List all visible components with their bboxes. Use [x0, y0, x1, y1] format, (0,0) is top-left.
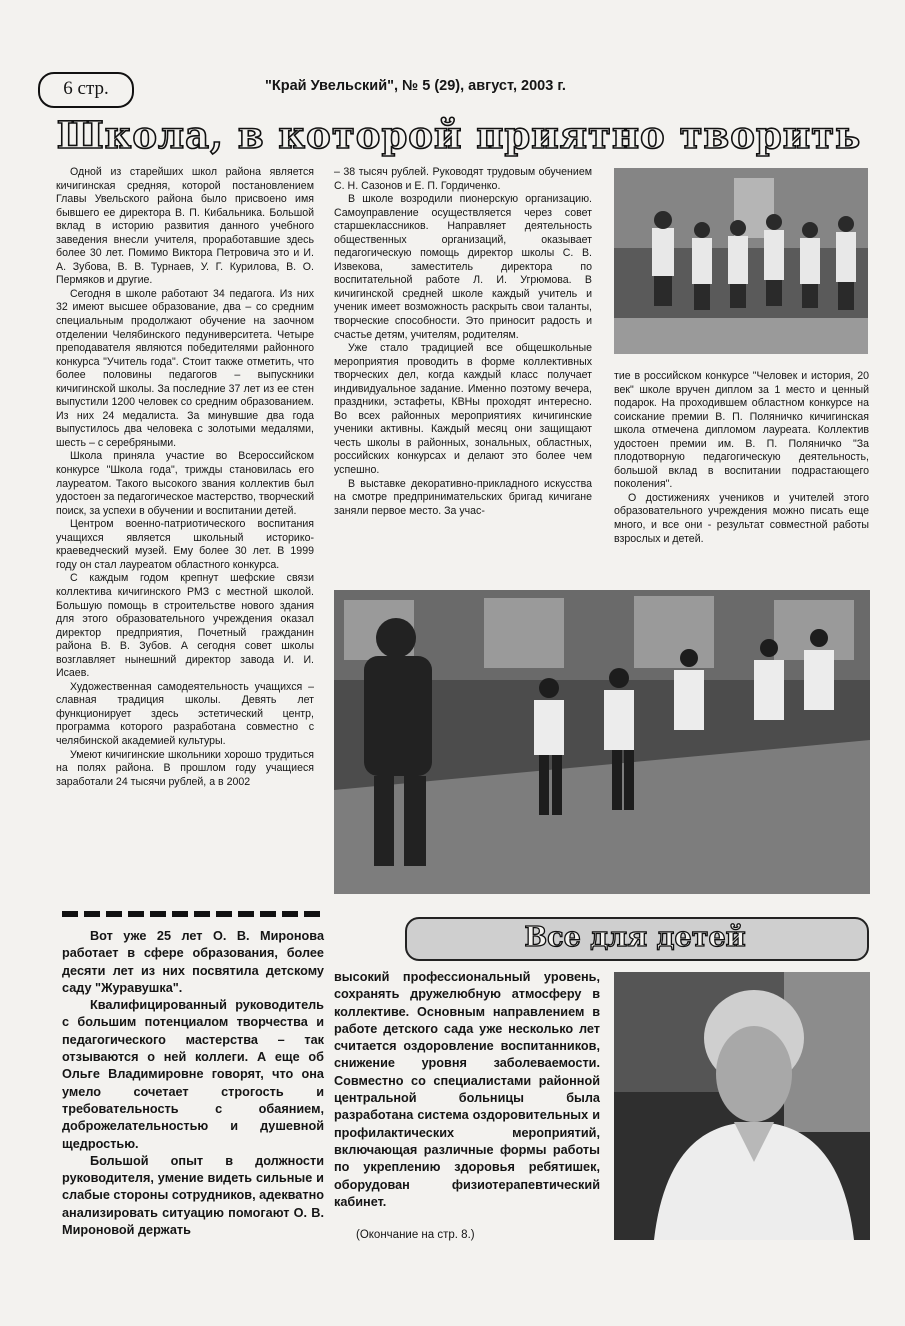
paragraph: тие в российском конкурсе "Человек и история, 20 век" школе вручен диплом за 1 место и ценный подарок. На проходившем областном конкурсе на соискание премии В. П. Поляничко кичигинская школа отмечена дипломом лауреата. Коллектив удостоен премии им. В. П. Поляничко "За плодотворную педагогическую деятельность, большой вклад в воспитании подрастающего поколения".	[614, 370, 869, 491]
section-headline: Все для детей	[524, 922, 746, 953]
exercise-photo	[334, 590, 870, 894]
portrait-photo-art	[614, 972, 870, 1240]
paragraph: В школе возродили пионерскую организацию. Самоуправление осуществляется через совет старшеклассников. Направляет деятельность общественных организаций, оказывает педагогическую помощь директор школы С. В. Извекова, заместитель директора по воспитательной работе Л. И. Угрюмова. В кичигинской средней школе каждый учитель и ученик имеет возможность раскрыть свои таланты, творческие способности. Это приносит радость и счастье детям, учителям, родителям.	[334, 193, 592, 341]
portrait-photo	[614, 972, 870, 1240]
article1-column-3	[614, 370, 869, 546]
exercise-photo-art	[334, 590, 870, 894]
article-headline: Школа, в которой приятно творить	[56, 113, 862, 157]
paragraph: С каждым годом крепнут шефские связи коллектива кичигинского РМЗ с местной школой. Большую помощь в строительстве нового здания для этого образовательного учреждения оказал директор предприятия, Почетный гражданин района В. В. Зубов. А сегодня совет школы возглавляет нынешний директор завода И. И. Исаев.	[56, 572, 314, 680]
paragraph: Вот уже 25 лет О. В. Миронова работает в сфере образования, более десяти лет из них посвятила детскому саду "Журавушка".	[62, 929, 324, 995]
paragraph: О достижениях учеников и учителей этого образовательного учреждения можно писать еще много, и все они - результат совместной работы взрослых и детей.	[614, 491, 869, 545]
paragraph: – 38 тысяч рублей. Руководят трудовым обучением С. Н. Сазонов и Е. П. Гордиченко.	[334, 166, 592, 192]
issue-line: "Край Увельский", № 5 (29), август, 2003 г.	[265, 78, 566, 94]
paragraph: высокий профессиональный уровень, сохранять дружелюбную атмосферу в коллективе. Основным направлением в работе детского сада уже несколько лет считается оздоровление воспитанников, снижение уровня заболеваемости. Совместно со специалистами районной центральной больницы была разработана система оздоровительных и профилактических мероприятий, включающая различные формы работы по укреплению здоровья ребятишек, оборудован физиотерапевтический кабинет.	[334, 970, 600, 1209]
continuation-note: (Окончание на стр. 8.)	[356, 1229, 475, 1241]
paragraph: Одной из старейших школ района является кичигинская средняя, которой постановлением Главы Увельского района было присвоено имя бывшего ее директора В. П. Кибальника. Большой вклад в историю развития данного учебного заведения внесли учителя, проработавшие здесь более 30 лет. Помимо Виктора Петровича это и И. А. Зубова, В. В. Турнаев, У. Г. Курилова, В. О. Пермяков и другие.	[56, 166, 314, 287]
paragraph: Умеют кичигинские школьники хорошо трудиться на полях района. В прошлом году учащиеся заработали 24 тысячи рублей, а в 2002	[56, 748, 314, 788]
article1-column-1	[56, 166, 314, 789]
paragraph: Художественная самодеятельность учащихся – славная традиция школы. Девять лет функционирует здесь эстетический центр, программа которого разработана совместно с челябинской академией культуры.	[56, 680, 314, 747]
article2-column-1	[62, 928, 324, 1239]
paragraph: Центром военно-патриотического воспитания учащихся является школьный историко-краеведческий музей. Ему более 30 лет. В 1999 году он стал лауреатом областного конкурса.	[56, 518, 314, 571]
article2-column-2	[334, 969, 600, 1211]
paragraph: Большой опыт в должности руководителя, умение видеть сильные и слабые стороны сотрудников, адекватно анализировать ситуацию помогают О. В. Мироновой держать	[62, 1153, 324, 1238]
paragraph: Сегодня в школе работают 34 педагога. Из них 32 имеют высшее образование, два – со средним специальным продолжают обучение на заочном отделении Челябинского педуниверситета. Четыре преподавателя являются победителями районного конкурса "Учитель года". Стоит также отметить, что более половины педагогов – выпускники кичигинской школы. За последние 37 лет из ее стен выпустили 1200 человек со средним образованием. Из них 24 медалиста. За минувшие два года выпустилось два человека с золотыми медалями, шесть – с серебряными.	[56, 287, 314, 449]
paragraph: В выставке декоративно-прикладного искусства на смотре предпринимательских бригад кичигане заняли первое место. За учас-	[334, 477, 592, 517]
page-number: 6 стр.	[38, 72, 134, 108]
article1-column-2	[334, 166, 592, 518]
paragraph: Квалифицированный руководитель с большим потенциалом творчества и педагогического мастерства – так отзываются о ней коллеги. А еще об Ольге Владимировне говорят, что она умело сочетает строгость и требовательность с обаянием, доброжелательностью и душевной щедростью.	[62, 998, 324, 1151]
paragraph: Уже стало традицией все общешкольные мероприятия проводить в форме коллективных творческих дел, когда каждый класс получает индивидуальное задание. Именно поэтому вечера, праздники, эстафеты, КВНы проходят интересно. Во всех районных мероприятиях кичигинские ученики активны. Каждый месяц они защищают честь школы в районных, зональных, областных, российских конкурсах и делают это более чем успешно.	[334, 342, 592, 477]
paragraph: Школа приняла участие во Всероссийском конкурсе "Школа года", трижды становилась его лауреатом. Такого высокого звания коллектив был удостоен за педагогическое мастерство, творческий поиск, за успехи в обучении и воспитании детей.	[56, 450, 314, 517]
pioneers-photo-art	[614, 168, 868, 354]
pioneers-photo	[614, 168, 868, 354]
section-divider	[62, 911, 324, 917]
